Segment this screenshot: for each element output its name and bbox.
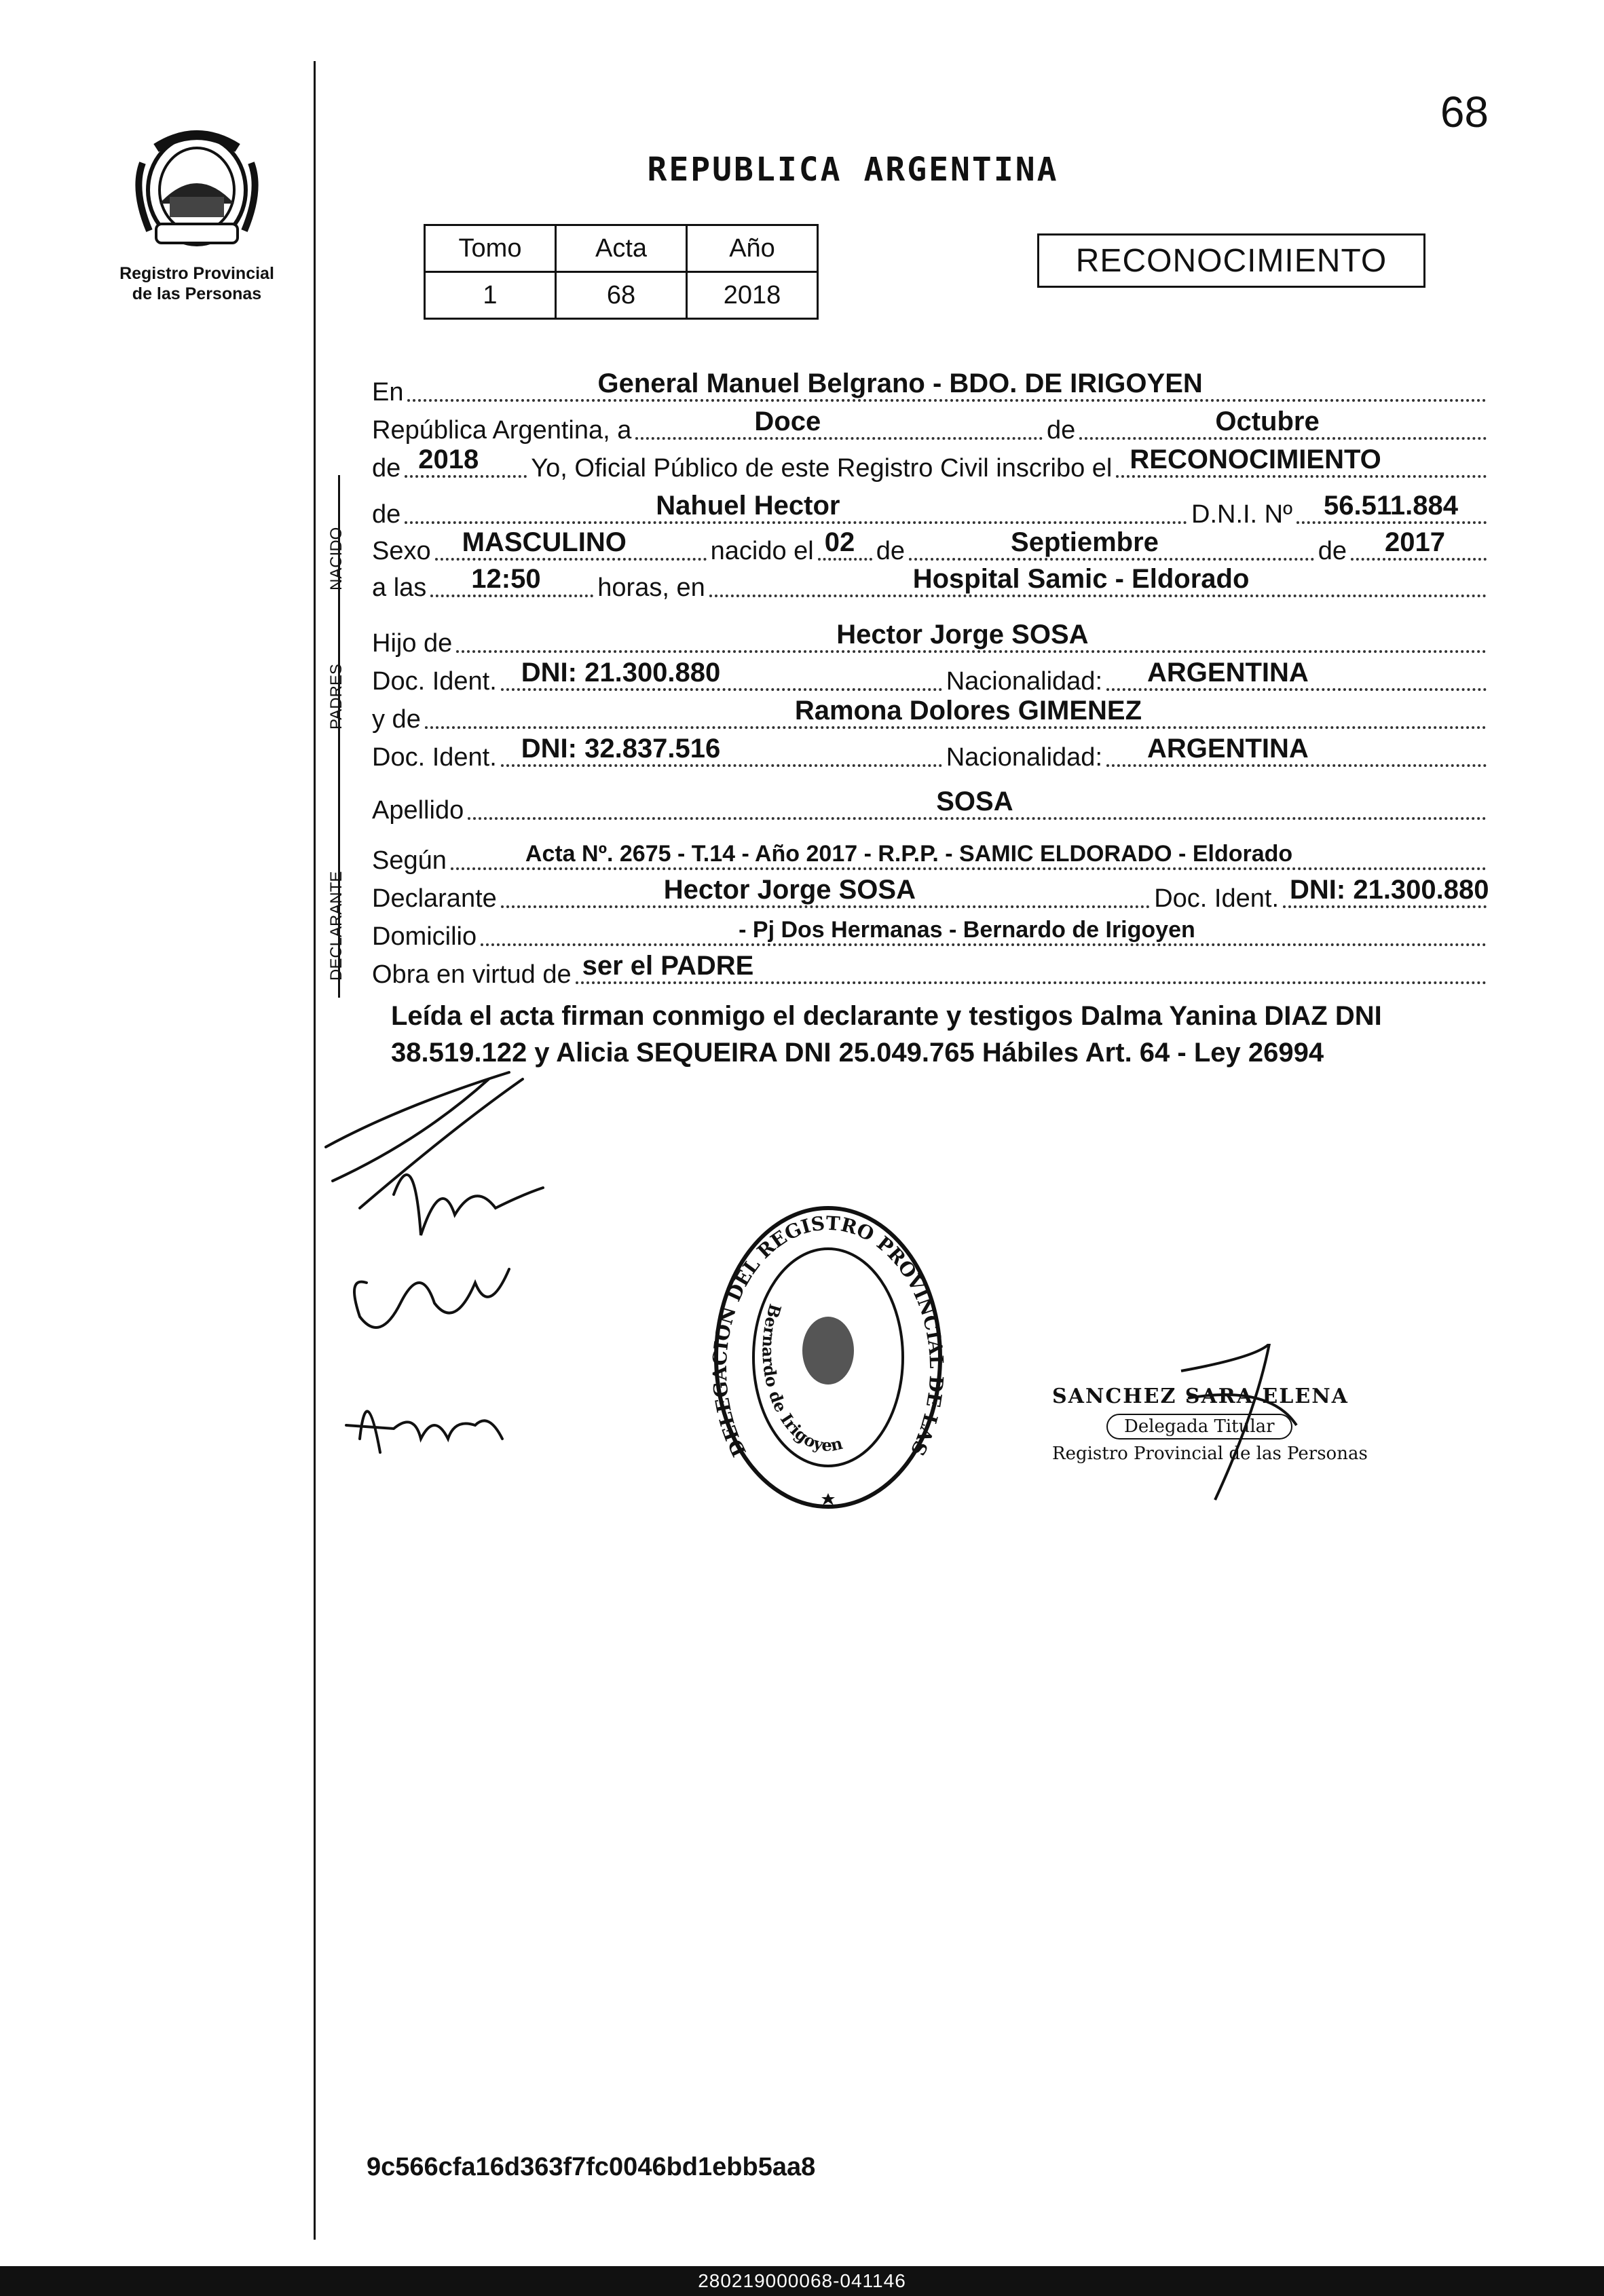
document-title: REPUBLICA ARGENTINA (647, 151, 1059, 189)
row-madre-doc (372, 734, 1491, 772)
label-obra: Obra en virtud de (372, 960, 572, 989)
label-doc-madre: Doc. Ident. (372, 743, 497, 772)
value-tomo: 1 (425, 272, 556, 319)
value-birth-year: 2017 (1385, 527, 1445, 557)
header-tomo: Tomo (425, 225, 556, 272)
label-inscribo: Yo, Oficial Público de este Registro Civil inscribo el (531, 454, 1113, 483)
official-role: Delegada Titular (1106, 1414, 1292, 1439)
row-padre-doc (372, 658, 1491, 696)
header-acta: Acta (556, 225, 687, 272)
label-domicilio: Domicilio (372, 922, 477, 951)
label-nac-padre: Nacionalidad: (946, 667, 1102, 696)
side-label-declarante: DECLARANTE (327, 871, 346, 981)
label-sexo: Sexo (372, 537, 431, 565)
official-stamp (706, 1194, 950, 1520)
row-madre (372, 696, 1491, 734)
row-nombre (372, 491, 1491, 529)
value-reason: ser el PADRE (582, 951, 754, 981)
value-father-name: Hector Jorge SOSA (836, 620, 1089, 650)
value-ano: 2018 (687, 272, 818, 319)
row-domicilio (372, 918, 1491, 952)
document-hash: 9c566cfa16d363f7fc0046bd1ebb5aa8 (367, 2153, 816, 2181)
label-de1: de (876, 537, 906, 565)
stamp-outer-text: DELEGACION DEL REGISTRO PROVINCIAL DE LAS (708, 1211, 948, 1461)
label-horas: horas, en (597, 573, 705, 602)
row-obra (372, 951, 1491, 990)
value-acta: 68 (556, 272, 687, 319)
label-hijo-de: Hijo de (372, 629, 453, 658)
label-de-nombre: de (372, 500, 401, 529)
label-de-year: de (372, 454, 401, 483)
label-doc-padre: Doc. Ident. (372, 667, 497, 696)
value-declarant-name: Hector Jorge SOSA (663, 875, 916, 905)
label-hora: a las (372, 573, 427, 602)
value-day: Doce (754, 407, 821, 436)
official-office: Registro Provincial de las Personas (1052, 1444, 1368, 1464)
value-address: - Pj Dos Hermanas - Bernardo de Irigoyen (739, 917, 1195, 943)
value-month: Octubre (1215, 407, 1320, 436)
label-dni: D.N.I. Nº (1191, 500, 1292, 529)
label-de2: de (1318, 537, 1347, 565)
value-year: 2018 (418, 445, 479, 474)
signature-witness-1 (354, 1269, 509, 1328)
value-declarant-dni: DNI: 21.300.880 (1290, 875, 1489, 905)
label-nac-madre: Nacionalidad: (946, 743, 1102, 772)
header-ano: Año (687, 225, 818, 272)
value-father-nationality: ARGENTINA (1147, 658, 1309, 688)
act-type-box: RECONOCIMIENTO (1037, 233, 1425, 288)
value-segun: Acta Nº. 2675 - T.14 - Año 2017 - R.P.P. - SAMIC ELDORADO - Eldorado (525, 841, 1293, 867)
value-mother-name: Ramona Dolores GIMENEZ (794, 696, 1142, 726)
signature-witness-2 (346, 1412, 502, 1453)
row-hora (372, 564, 1491, 603)
row-en (372, 369, 1491, 407)
label-segun: Según (372, 846, 447, 875)
official-name: SANCHEZ SARA ELENA (1052, 1385, 1349, 1408)
row-declarante (372, 875, 1491, 914)
footer-code: 280219000068-041146 (0, 2266, 1604, 2296)
label-declarante: Declarante (372, 884, 497, 913)
label-apellido: Apellido (372, 796, 464, 825)
row-sexo (372, 527, 1491, 566)
stamp-inner-text: Bernardo de Irigoyen (758, 1301, 844, 1455)
row-padre (372, 620, 1491, 658)
label-republica: República Argentina, a (372, 416, 632, 445)
row-year (372, 445, 1491, 483)
official-signature-stroke (1174, 1344, 1310, 1507)
stamp-seal-icon (706, 1194, 950, 1520)
margin-line (314, 61, 316, 2240)
label-de: de (1047, 416, 1076, 445)
value-act: RECONOCIMIENTO (1130, 445, 1381, 474)
label-nacido: nacido el (710, 537, 814, 565)
side-label-padres: PADRES (327, 664, 346, 730)
volume-record-table (424, 224, 819, 320)
value-hora: 12:50 (471, 564, 541, 594)
label-en: En (372, 378, 404, 407)
page-number: 68 (1440, 88, 1489, 136)
row-republica (372, 407, 1491, 445)
value-place: General Manuel Belgrano - BDO. DE IRIGOYEN (597, 369, 1203, 398)
value-mother-nationality: ARGENTINA (1147, 734, 1309, 764)
side-label-nacido: NACIDO (327, 527, 346, 590)
value-child-name: Nahuel Hector (656, 491, 840, 521)
value-birth-day: 02 (824, 527, 855, 557)
signatures-image (319, 1059, 577, 1520)
row-apellido (372, 787, 1491, 825)
label-doc-declarante: Doc. Ident. (1154, 884, 1279, 913)
value-birth-month: Septiembre (1011, 527, 1159, 557)
official-signature-block (1052, 1385, 1378, 1464)
logo-caption-line2: de las Personas (132, 284, 262, 303)
signature-stroke-1 (326, 1072, 523, 1208)
value-sexo: MASCULINO (462, 527, 627, 557)
closing-statement: Leída el acta firman conmigo el declarante y testigos Dalma Yanina DIAZ DNI 38.519.122 y Alicia SEQUEIRA DNI 25.049.765 Hábiles Art. 64 - Ley 26994 (391, 1001, 1382, 1068)
value-mother-dni: DNI: 32.837.516 (521, 734, 721, 764)
value-dni: 56.511.884 (1324, 491, 1458, 521)
label-y-de: y de (372, 705, 421, 734)
row-segun (372, 842, 1491, 876)
value-surname: SOSA (936, 787, 1013, 816)
value-birth-place: Hospital Samic - Eldorado (912, 564, 1250, 594)
logo-caption-line1: Registro Provincial (119, 264, 274, 283)
signature-declarant (394, 1175, 543, 1235)
province-seal-icon (129, 122, 265, 258)
registry-logo (109, 122, 285, 304)
value-father-dni: DNI: 21.300.880 (521, 658, 721, 688)
